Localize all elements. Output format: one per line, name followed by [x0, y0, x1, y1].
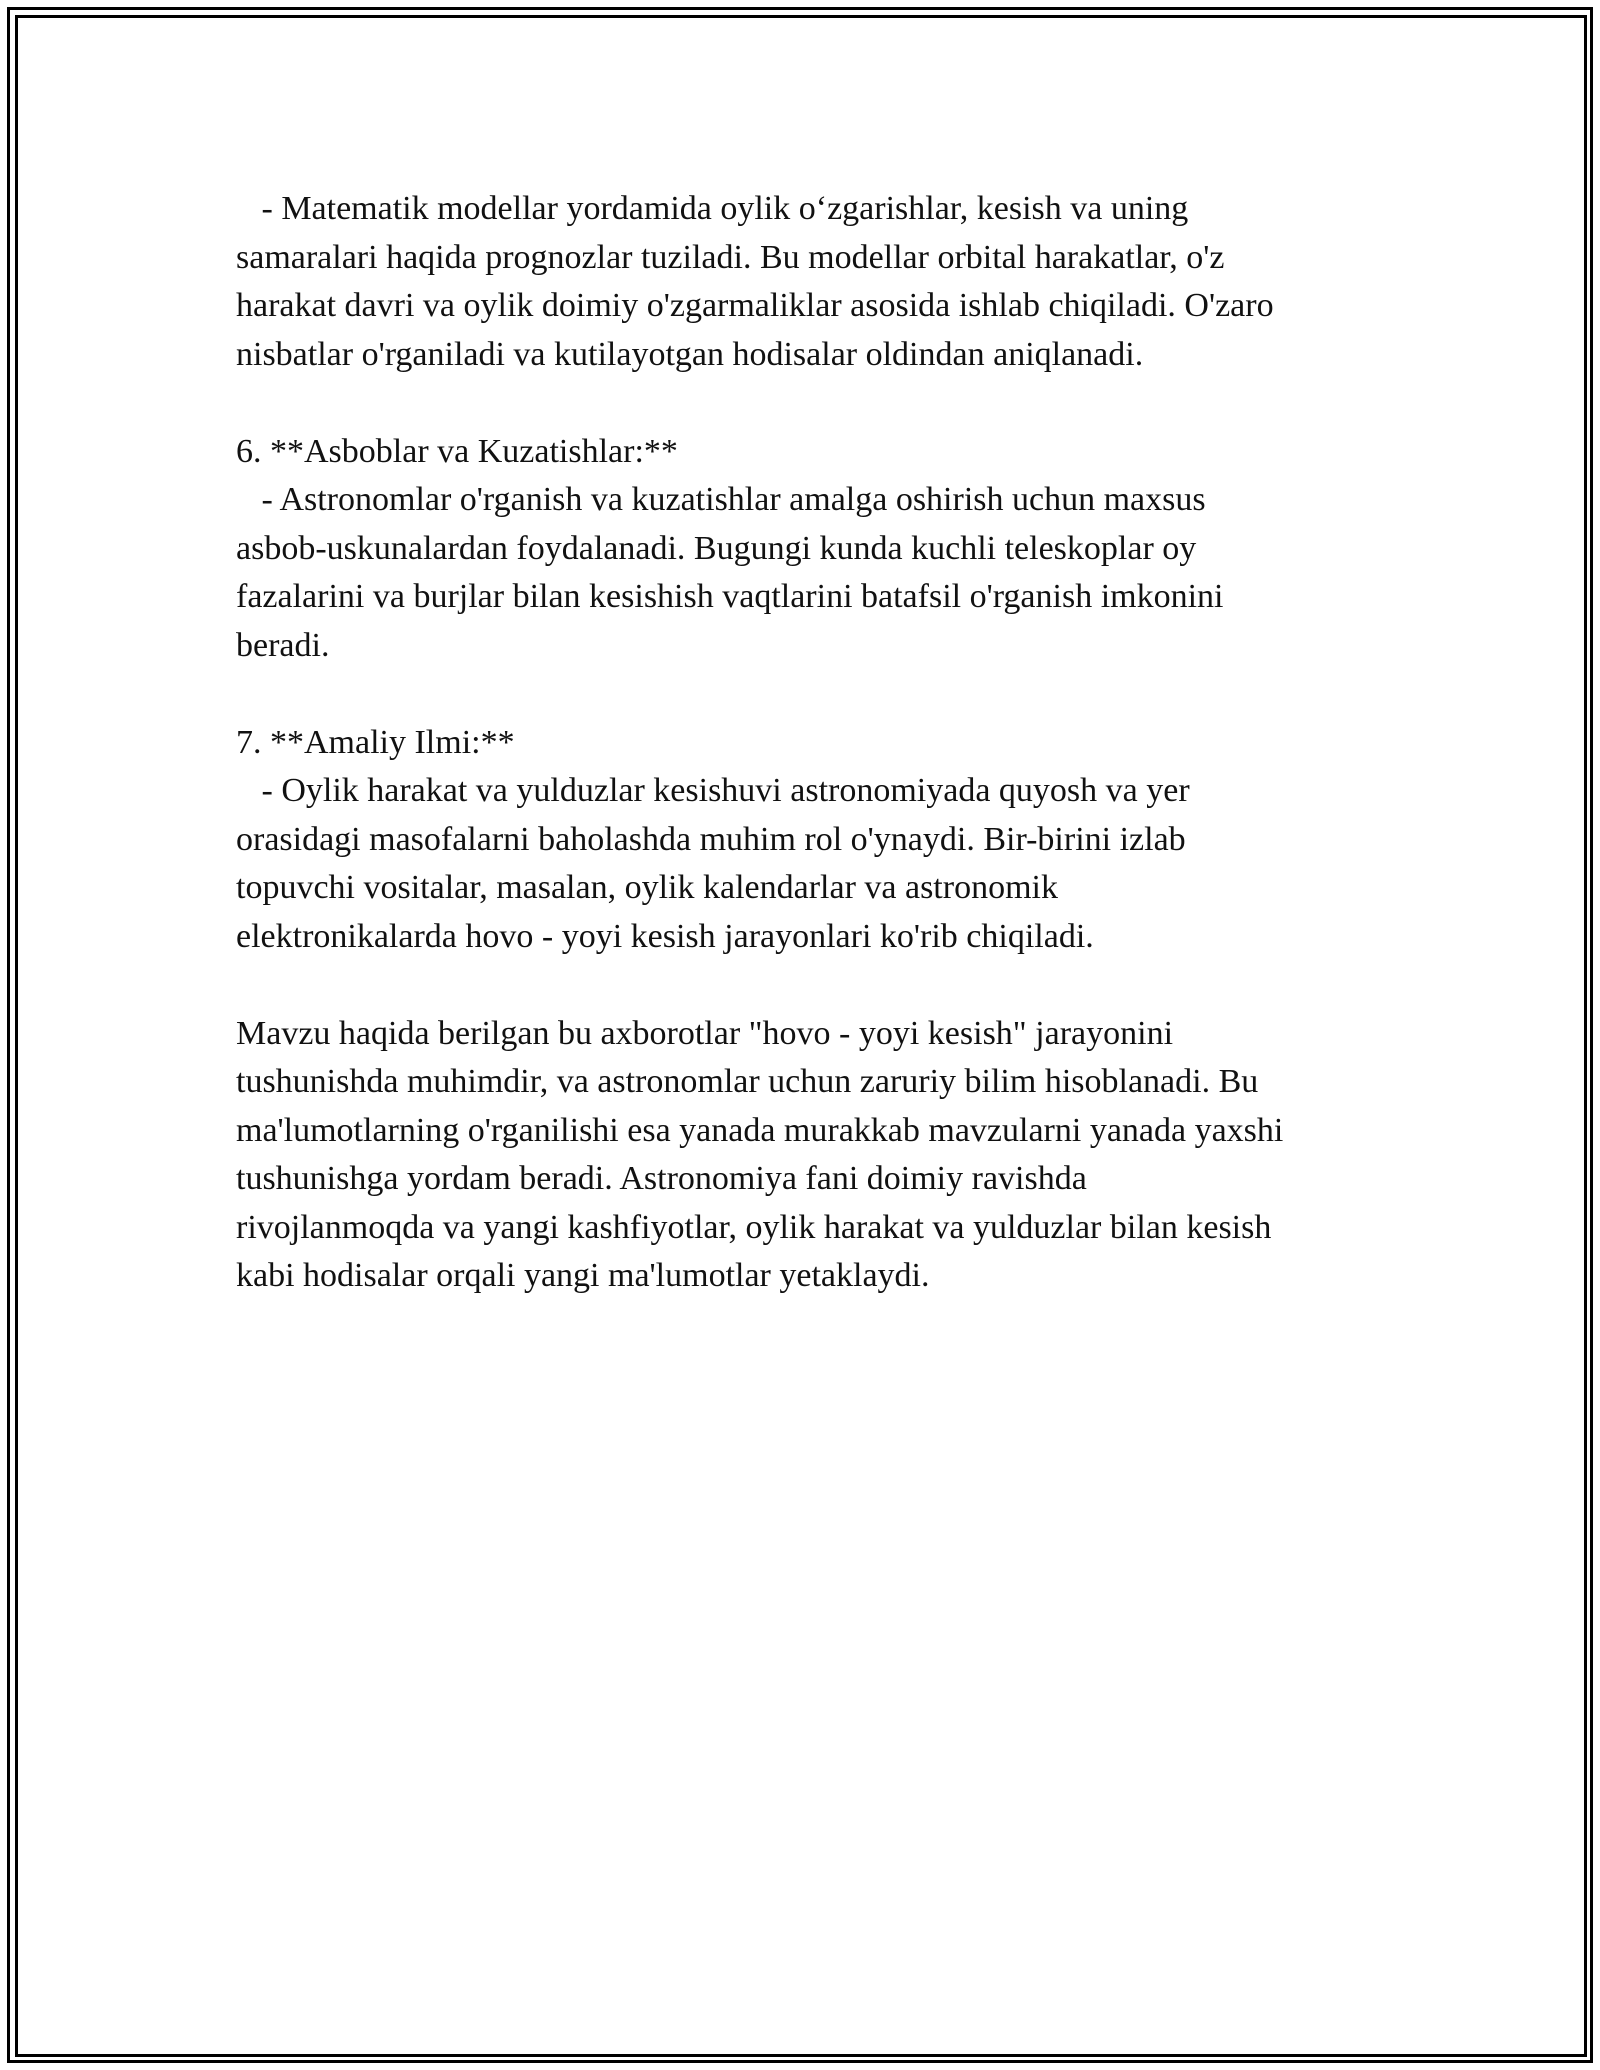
text-line: topuvchi vositalar, masalan, oylik kalendarlar va astronomik [236, 869, 1058, 906]
text-line: kabi hodisalar orqali yangi ma'lumotlar yetaklaydi. [236, 1257, 930, 1294]
section-amaliy-ilmi [236, 719, 1376, 962]
text-line: beradi. [236, 626, 330, 664]
paragraph-conclusion [236, 1010, 1376, 1301]
paragraph-spacer [236, 961, 1376, 1010]
text-line: rivojlanmoqda va yangi kashfiyotlar, oylik harakat va yulduzlar bilan kesish [236, 1208, 1272, 1246]
text-line: orasidagi masofalarni baholashda muhim rol o'ynaydi. Bir-birini izlab [236, 820, 1186, 858]
text-line: samaralari haqida prognozlar tuziladi. Bu modellar orbital harakatlar, o'z [236, 238, 1225, 276]
paragraph-spacer [236, 379, 1376, 428]
text-line: - Matematik modellar yordamida oylik o‘zgarishlar, kesish va uning [236, 190, 1189, 227]
text-line: - Oylik harakat va yulduzlar kesishuvi astronomiyada quyosh va yer [236, 772, 1190, 809]
document-body [236, 185, 1376, 1301]
text-line: nisbatlar o'rganiladi va kutilayotgan hodisalar oldindan aniqlanadi. [236, 335, 1144, 373]
text-line: elektronikalarda hovo - yoyi kesish jarayonlari ko'rib chiqiladi. [236, 917, 1094, 955]
text-line: fazalarini va burjlar bilan kesishish vaqtlarini batafsil o'rganish imkonini [236, 578, 1224, 615]
section-heading: 6. **Asboblar va Kuzatishlar:** [236, 432, 678, 470]
text-line: ma'lumotlarning o'rganilishi esa yanada murakkab mavzularni yanada yaxshi [236, 1111, 1284, 1149]
section-heading: 7. **Amaliy Ilmi:** [236, 723, 515, 761]
text-line: asbob-uskunalardan foydalanadi. Bugungi kunda kuchli teleskoplar oy [236, 529, 1197, 567]
text-line: tushunishda muhimdir, va astronomlar uchun zaruriy bilim hisoblanadi. Bu [236, 1063, 1259, 1100]
section-asboblar [236, 428, 1376, 671]
text-line: Mavzu haqida berilgan bu axborotlar "hovo - yoyi kesish" jarayonini [236, 1014, 1174, 1052]
text-line: - Astronomlar o'rganish va kuzatishlar amalga oshirish uchun maxsus [236, 481, 1206, 518]
text-line: harakat davri va oylik doimiy o'zgarmaliklar asosida ishlab chiqiladi. O'zaro [236, 287, 1274, 324]
paragraph-spacer [236, 670, 1376, 719]
text-line: tushunishga yordam beradi. Astronomiya fani doimiy ravishda [236, 1160, 1087, 1197]
paragraph-intro [236, 185, 1376, 379]
